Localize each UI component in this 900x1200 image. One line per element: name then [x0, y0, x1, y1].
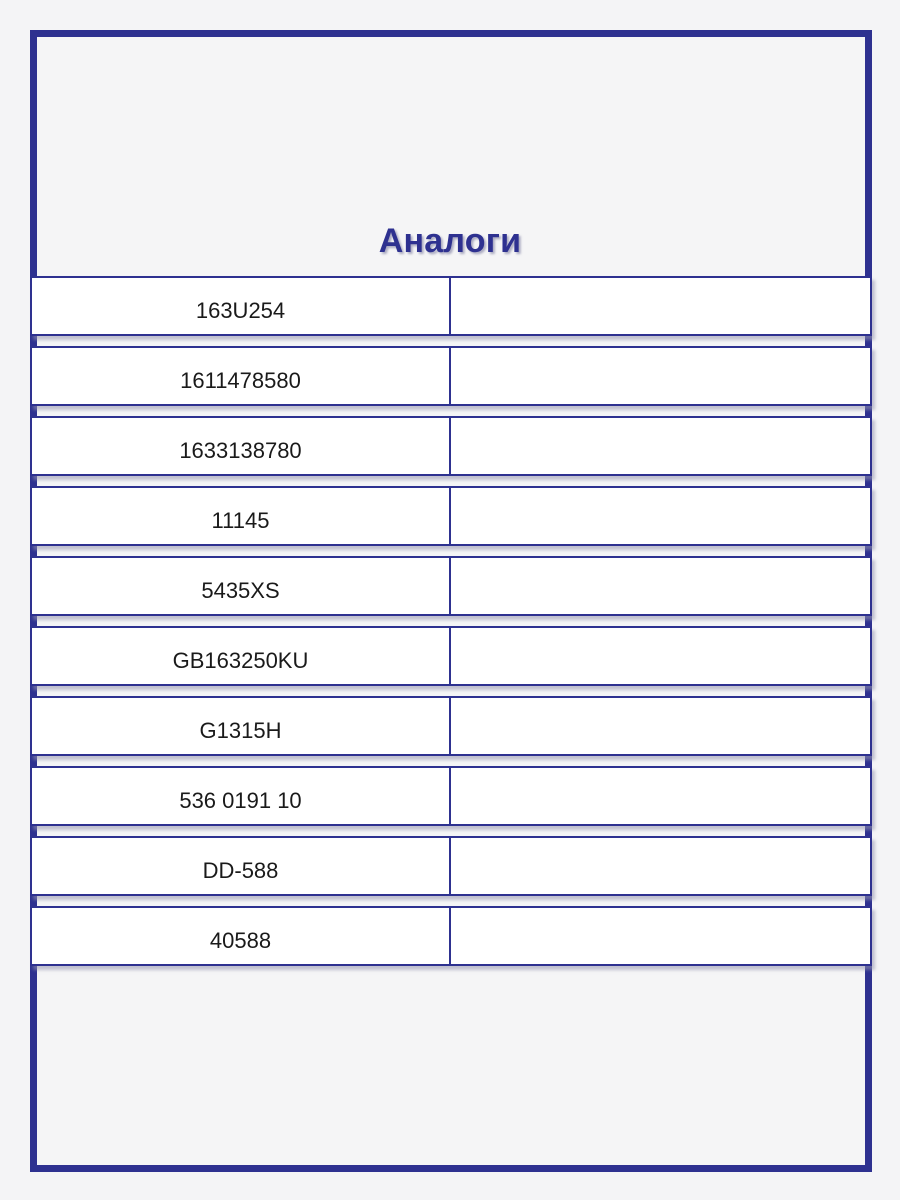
analog-value-cell [451, 768, 870, 824]
analog-code-cell: 1633138780 [32, 418, 451, 474]
analog-code-cell: 536 0191 10 [32, 768, 451, 824]
table-row [30, 556, 872, 616]
analog-value-cell [451, 418, 870, 474]
analog-code-cell: DD-588 [32, 838, 451, 894]
table-row [30, 906, 872, 966]
analog-code-cell: GB163250KU [32, 628, 451, 684]
table-row [30, 696, 872, 756]
analog-code-cell: G1315H [32, 698, 451, 754]
analog-value-cell [451, 278, 870, 334]
table-row [30, 626, 872, 686]
analog-value-cell [451, 838, 870, 894]
table-row [30, 766, 872, 826]
analog-value-cell [451, 558, 870, 614]
table-row [30, 486, 872, 546]
page-title: Аналоги [378, 222, 522, 260]
table-row [30, 346, 872, 406]
analog-code-cell: 163U254 [32, 278, 451, 334]
analog-code-cell: 40588 [32, 908, 451, 964]
analog-code-cell: 11145 [32, 488, 451, 544]
analog-value-cell [451, 488, 870, 544]
analog-value-cell [451, 698, 870, 754]
table-row [30, 836, 872, 896]
analog-value-cell [451, 628, 870, 684]
table-row [30, 416, 872, 476]
analog-code-cell: 1611478580 [32, 348, 451, 404]
analogs-table [30, 276, 872, 966]
analog-value-cell [451, 908, 870, 964]
table-row [30, 276, 872, 336]
analog-code-cell: 5435XS [32, 558, 451, 614]
analog-value-cell [451, 348, 870, 404]
